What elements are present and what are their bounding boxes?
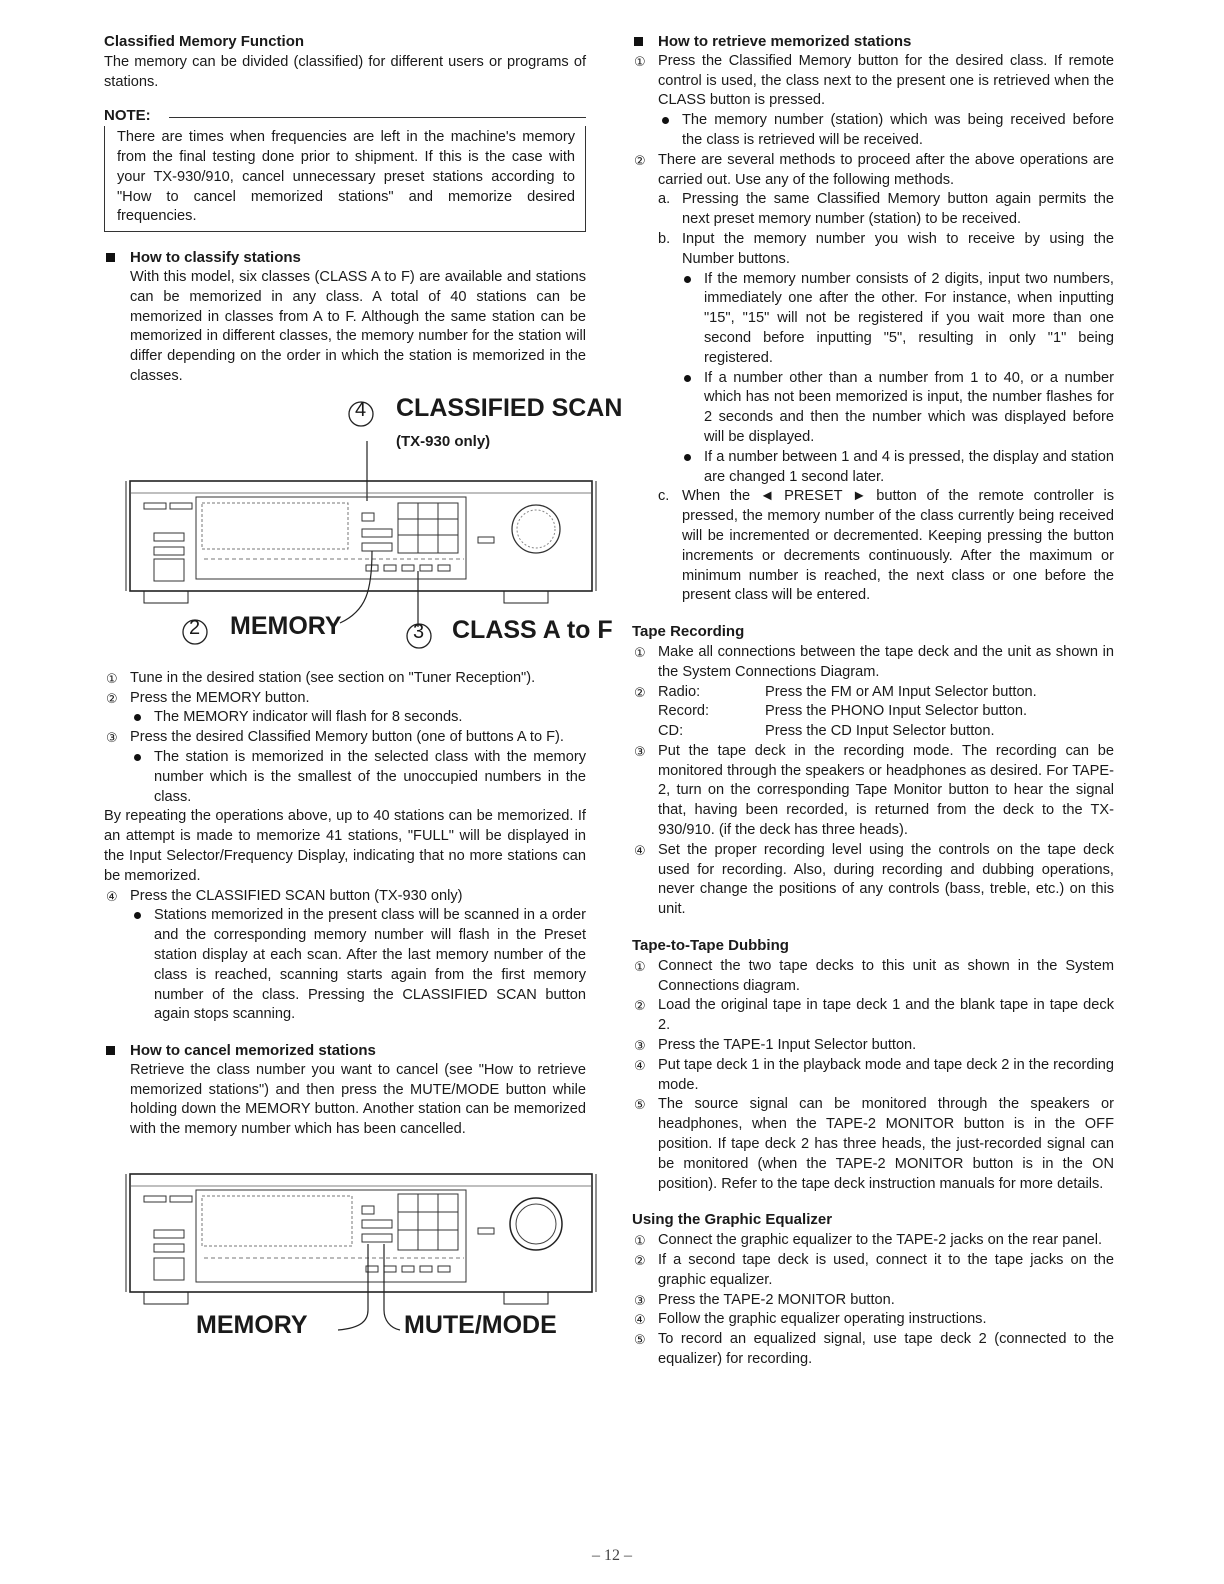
classify-step-2-bullet: The MEMORY indicator will flash for 8 seconds. — [104, 708, 586, 728]
note-text: There are times when frequencies are left in the machine's memory from the final testing done prior to shipment. If this is the case with your TX-930/910, cancel unnecessary preset stations according to "How to cancel memorized stations" and memorize desired frequencies. — [117, 129, 575, 225]
classify-step-4-bullet: Stations memorized in the present class will be scanned in a order and the corresponding memory number will flash in the Preset station display at each scan. After the last memory number of the class is reached, scanning starts again from the first memory number of the class. Pressing the CLASSIFIED SCAN button again stops scanning. — [104, 906, 586, 1025]
classify-step-4: ④ Press the CLASSIFIED SCAN button (TX-930 only) — [106, 887, 463, 904]
dub-step-2: ② Load the original tape in tape deck 1 and the blank tape in tape deck 2. — [634, 997, 1114, 1034]
dub-step-5: ⑤ The source signal can be monitored through the speakers or headphones, when the TAPE-2 MONITOR button is in the OFF position. If tape deck 2 has three heads, the just-recorded signal can be monitored (when the TAPE-2 MONITOR button is in the ON position). Refer to the tape deck instruction manuals for more details. — [634, 1096, 1114, 1192]
eq-step-2: ② If a second tape deck is used, connect it to the tape jacks on the graphic equalizer. — [634, 1252, 1114, 1288]
eq-step-1: ① Connect the graphic equalizer to the TAPE-2 jacks on the rear panel. — [634, 1232, 1103, 1249]
left-column — [104, 32, 623, 1370]
dub-step-4: ④ Put tape deck 1 in the playback mode and tape deck 2 in the recording mode. — [634, 1056, 1114, 1093]
cancel-text: Retrieve the class number you want to cancel (see "How to retrieve memorized stations") and then press the MUTE/MODE button while holding down the MEMORY button. Another station can be memorized with the memory number which has been cancelled. — [130, 1061, 586, 1138]
eq-step-3: ③ Press the TAPE-2 MONITOR button. — [634, 1291, 895, 1308]
tape-step-3: ③ Put the tape deck in the recording mode. The recording can be monitored through the speakers or headphones as desired. For TAPE-2, turn on the corresponding Tape Monitor button to hear the signal that, having been recorded, is returned from the deck to the TX-930/910. (if the deck has three heads). — [634, 742, 1114, 839]
callout-2-number: 2 — [189, 616, 201, 639]
note-heading — [104, 106, 586, 126]
eq-step-4: ④ Follow the graphic equalizer operating instructions. — [634, 1311, 987, 1328]
retrieve-method-a: a. Pressing the same Classified Memory button again permits the next preset memory number (station) to be received. — [658, 191, 1114, 228]
retrieve-method-b: b. Input the memory number you wish to receive by using the Number buttons. — [658, 230, 1114, 267]
receiver-front-panel-2 — [104, 1170, 616, 1370]
receiver-diagram-mute — [104, 1170, 616, 1370]
classified-scan-label: CLASSIFIED SCAN — [396, 393, 623, 422]
retrieve-method-b-bullet-3: If a number between 1 and 4 is pressed, the display and station are changed 1 second later. — [632, 448, 1114, 488]
tape-step-1: ① Make all connections between the tape deck and the unit as shown in the System Connections Diagram. — [634, 643, 1114, 680]
classify-step-1: ① Tune in the desired station (see section on "Tuner Reception"). — [106, 669, 536, 686]
classified-memory-text: The memory can be divided (classified) for different users or programs of stations. — [104, 53, 586, 90]
dub-step-3: ③ Press the TAPE-1 Input Selector button. — [634, 1037, 917, 1054]
callout-4-number: 4 — [355, 398, 367, 421]
mute-mode-label: MUTE/MODE — [404, 1311, 557, 1340]
eq-step-5: ⑤ To record an equalized signal, use tape deck 2 (connected to the equalizer) for recording. — [634, 1331, 1114, 1367]
retrieve-step-1: ① Press the Classified Memory button for the desired class. If remote control is used, the class next to the present one is retrieved when the CLASS button is pressed. — [634, 52, 1114, 109]
page-number: – 12 – — [592, 1547, 632, 1564]
cancel-heading: How to cancel memorized stations — [104, 1041, 586, 1061]
classified-memory-title: Classified Memory Function — [104, 33, 305, 50]
receiver-front-panel — [104, 441, 616, 644]
class-a-to-f-label: CLASS A to F — [452, 615, 613, 644]
repeat-text: By repeating the operations above, up to 40 stations can be memorized. If an attempt is made to memorize 41 stations, "FULL" will be displayed in the Input Selector/Frequency Display, indicating that no more stations can be memorized. — [104, 808, 586, 884]
tape-step-4: ④ Set the proper recording level using the controls on the tape deck used for recording. Also, during recording and dubbing operations, never change the positions of any controls (bass, treble, etc.) on this unit. — [634, 841, 1114, 918]
note-rule — [169, 117, 586, 118]
dubbing-title: Tape-to-Tape Dubbing — [632, 937, 789, 955]
receiver-diagram-scan — [104, 393, 623, 651]
tape-recording-title: Tape Recording — [632, 623, 745, 641]
classify-step-3: ③ Press the desired Classified Memory button (one of buttons A to F). — [106, 729, 564, 746]
retrieve-step-2: ② There are several methods to proceed after the above operations are carried out. Use any of the following methods. — [634, 151, 1114, 188]
classified-scan-sublabel: (TX-930 only) — [396, 432, 491, 450]
classify-heading: How to classify stations — [104, 248, 586, 268]
classify-step-2: ② Press the MEMORY button. — [106, 689, 310, 706]
retrieve-method-b-bullet-1: If the memory number consists of 2 digits, input two numbers, immediately one after the other. For instance, when inputting "15", "15" will not be registered if you wait more than one second before inputting "5", resulting in only "1" being registered. — [632, 270, 1114, 369]
right-column — [632, 32, 1114, 1370]
retrieve-method-b-bullet-2: If a number other than a number from 1 to 40, or a number which has not been memorized is input, the number flashes for 2 seconds and then the number which was displayed before will be displayed. — [632, 369, 1114, 448]
classify-step-3-bullet: The station is memorized in the selected class with the memory number which is the smallest of the unoccupied numbers in the class. — [104, 748, 586, 807]
memory-label: MEMORY — [230, 611, 342, 640]
retrieve-step-1-bullet: The memory number (station) which was being received before the class is retrieved will be received. — [632, 111, 1114, 151]
retrieve-heading: How to retrieve memorized stations — [632, 32, 1114, 52]
classify-text: With this model, six classes (CLASS A to F) are available and stations can be memorized in any class. A total of 40 stations can be memorized in classes from A to F. Although the same station can be memorized in different classes, the memory number for the station will differ depending on the order in which the station is memorized in the classes. — [130, 268, 586, 384]
note-box — [104, 126, 586, 232]
dub-step-1: ① Connect the two tape decks to this unit as shown in the System Connections diagram. — [634, 957, 1114, 994]
retrieve-method-c: c. When the ◄ PRESET ► button of the remote controller is pressed, the memory number of the class currently being received will be incremented or decremented. Keeping pressing the button increments or decrements continuously. After the maximum or minimum number is reached, the next class or one before the present class will be entered. — [658, 488, 1114, 604]
memory-label-2: MEMORY — [196, 1311, 308, 1340]
note-label: NOTE: — [104, 107, 151, 125]
equalizer-title: Using the Graphic Equalizer — [632, 1211, 833, 1229]
callout-3-number: 3 — [413, 620, 425, 643]
tape-step-2: ② Radio: Press the FM or AM Input Selector button. Record: Press the PHONO Input Selector button. CD: Press the CD Input Selector button. — [634, 683, 1037, 740]
